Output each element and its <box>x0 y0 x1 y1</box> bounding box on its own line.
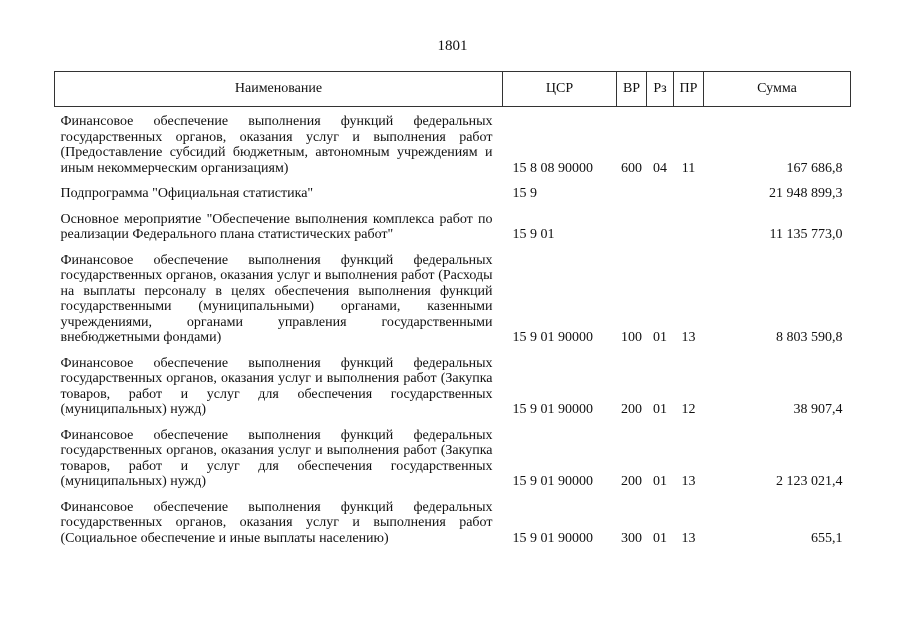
row-vr: 100 <box>621 330 642 345</box>
row-rz: 01 <box>653 402 667 417</box>
row-vr: 600 <box>621 160 642 176</box>
header-sum: Сумма <box>704 72 851 107</box>
row-pr: 11 <box>681 160 696 176</box>
row-pr: 12 <box>681 402 696 417</box>
header-rz: Рз <box>647 72 674 107</box>
row-name: Подпрограмма "Официальная статистика" <box>60 186 314 201</box>
row-pr: 13 <box>681 474 696 489</box>
row-csr: 15 9 01 90000 <box>512 530 593 546</box>
row-name: Финансовое обеспечение выполнения функций федеральных государственных органов, оказания услуг и выполнения работ (Предоставление субсидий бюджетным, автономным учреждениям и иным некоммерческим организациям) <box>60 114 493 176</box>
row-vr <box>617 186 647 212</box>
row-rz <box>647 186 674 212</box>
row-pr: 13 <box>681 530 696 546</box>
row-sum: 8 803 590,8 <box>776 330 843 345</box>
row-vr: 200 <box>621 474 642 489</box>
row-name: Финансовое обеспечение выполнения функций федеральных государственных органов, оказания услуг и выполнения работ (Закупка товаров, работ и услуг для обеспечения государственных (муниципальных) нужд) <box>60 427 493 489</box>
row-csr: 15 9 01 <box>512 227 555 242</box>
row-csr: 15 8 08 90000 <box>512 160 593 176</box>
header-csr: ЦСР <box>503 72 617 107</box>
row-rz: 01 <box>653 330 667 345</box>
row-rz: 01 <box>653 530 667 546</box>
table-row <box>55 253 851 356</box>
page-number: 1801 <box>437 38 468 54</box>
table-row <box>55 356 851 428</box>
row-rz: 04 <box>653 160 667 176</box>
row-sum: 21 948 899,3 <box>769 186 843 201</box>
row-csr: 15 9 01 90000 <box>512 330 593 345</box>
row-pr <box>674 212 704 253</box>
table-row <box>55 186 851 212</box>
row-sum: 38 907,4 <box>793 402 843 417</box>
row-csr: 15 9 <box>512 186 537 201</box>
row-sum: 2 123 021,4 <box>776 474 843 489</box>
table-row <box>55 212 851 253</box>
row-csr: 15 9 01 90000 <box>512 402 593 417</box>
header-pr: ПР <box>674 72 704 107</box>
header-name: Наименование <box>55 72 503 107</box>
row-name: Финансовое обеспечение выполнения функций федеральных государственных органов, оказания услуг и выполнения работ (Закупка товаров, работ и услуг для обеспечения государственных (муниципальных) нужд) <box>60 355 493 417</box>
row-pr: 13 <box>681 330 696 345</box>
row-rz: 01 <box>653 474 667 489</box>
row-vr: 200 <box>621 402 642 417</box>
header-vr: ВР <box>617 72 647 107</box>
row-name: Финансовое обеспечение выполнения функций федеральных государственных органов, оказания услуг и выполнения работ (Расходы на выплаты персоналу в целях обеспечения выполнения функций государственными (муниципальными) органами, казенными учреждениями, органами управления государственными внебюджетными фондами) <box>60 252 493 345</box>
row-vr: 300 <box>621 530 642 546</box>
row-csr: 15 9 01 90000 <box>512 474 593 489</box>
row-sum: 11 135 773,0 <box>769 227 843 242</box>
row-vr <box>617 212 647 253</box>
row-rz <box>647 212 674 253</box>
budget-table <box>54 71 851 556</box>
row-sum: 655,1 <box>811 530 843 546</box>
table-row <box>55 428 851 500</box>
row-sum: 167 686,8 <box>786 160 843 176</box>
row-name: Финансовое обеспечение выполнения функций федеральных государственных органов, оказания услуг и выполнения работ (Социальное обеспечение и иные выплаты населению) <box>60 499 493 546</box>
row-name: Основное мероприятие "Обеспечение выполнения комплекса работ по реализации Федерального плана статистических работ" <box>60 211 493 242</box>
table-header-row <box>55 72 851 107</box>
table-row <box>55 500 851 557</box>
table-row <box>55 107 851 187</box>
row-pr <box>674 186 704 212</box>
